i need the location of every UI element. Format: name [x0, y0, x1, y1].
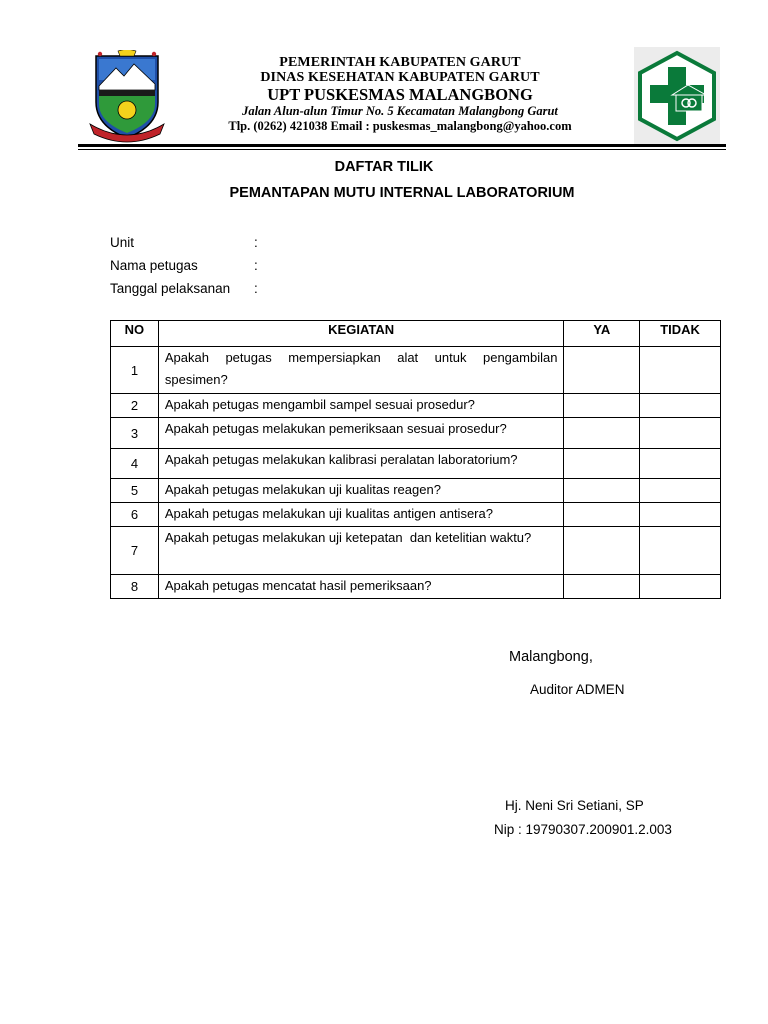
- checklist-table: [110, 320, 721, 599]
- table-row: [111, 394, 721, 418]
- tidak-cell[interactable]: [640, 394, 721, 418]
- document-subtitle: PEMANTAPAN MUTU INTERNAL LABORATORIUM: [229, 185, 575, 201]
- letterhead-rule-thick: [78, 144, 726, 147]
- row-number: 7: [111, 527, 159, 575]
- field-separator: :: [254, 235, 258, 250]
- tidak-cell[interactable]: [640, 527, 721, 575]
- letterhead-text: [170, 55, 630, 134]
- tidak-cell[interactable]: [640, 503, 721, 527]
- letterhead-government: PEMERINTAH KABUPATEN GARUT: [279, 55, 521, 70]
- signature-place: Malangbong,: [509, 649, 593, 665]
- letterhead-contact: Tlp. (0262) 421038 Email : puskesmas_malangbong@yahoo.com: [228, 119, 572, 133]
- ya-cell[interactable]: [564, 575, 640, 599]
- tidak-cell[interactable]: [640, 449, 721, 479]
- signature-name: Hj. Neni Sri Setiani, SP: [505, 798, 644, 813]
- ya-cell[interactable]: [564, 449, 640, 479]
- row-number: 4: [111, 449, 159, 479]
- document-title: DAFTAR TILIK: [334, 159, 434, 175]
- row-number: 6: [111, 503, 159, 527]
- header-kegiatan: KEGIATAN: [158, 321, 564, 347]
- row-number: 5: [111, 479, 159, 503]
- header-tidak: TIDAK: [640, 321, 721, 347]
- row-question: Apakah petugas melakukan uji kualitas reagen?: [158, 479, 564, 503]
- letterhead-department: DINAS KESEHATAN KABUPATEN GARUT: [260, 70, 540, 85]
- table-row: [111, 449, 721, 479]
- kabupaten-garut-emblem-icon: [88, 50, 166, 144]
- field-label: Nama petugas: [110, 258, 198, 273]
- signature-nip: Nip : 19790307.200901.2.003: [494, 822, 672, 837]
- table-row: [111, 347, 721, 394]
- tidak-cell[interactable]: [640, 347, 721, 394]
- table-row: [111, 575, 721, 599]
- row-number: 8: [111, 575, 159, 599]
- ya-cell[interactable]: [564, 394, 640, 418]
- letterhead-rule-thin: [78, 149, 726, 150]
- table-row: [111, 527, 721, 575]
- table-row: [111, 418, 721, 449]
- row-question: Apakah petugas melakukan uji ketepatan dan ketelitian waktu?: [158, 527, 564, 575]
- ya-cell[interactable]: [564, 479, 640, 503]
- table-header-row: [111, 321, 721, 347]
- row-number: 1: [111, 347, 159, 394]
- row-question: Apakah petugas melakukan uji kualitas antigen antisera?: [158, 503, 564, 527]
- row-number: 3: [111, 418, 159, 449]
- letterhead-institution: UPT PUSKESMAS MALANGBONG: [267, 85, 533, 104]
- row-question: Apakah petugas mencatat hasil pemeriksaan?: [158, 575, 564, 599]
- row-question: Apakah petugas melakukan kalibrasi peralatan laboratorium?: [158, 449, 564, 479]
- header-ya: YA: [564, 321, 640, 347]
- table-row: [111, 503, 721, 527]
- field-tanggal-pelaksanan: [110, 281, 258, 296]
- field-separator: :: [254, 258, 258, 273]
- letterhead-address: Jalan Alun-alun Timur No. 5 Kecamatan Malangbong Garut: [242, 104, 558, 118]
- field-label: Tanggal pelaksanan: [110, 281, 231, 296]
- ya-cell[interactable]: [564, 527, 640, 575]
- tidak-cell[interactable]: [640, 418, 721, 449]
- ya-cell[interactable]: [564, 503, 640, 527]
- row-question: Apakah petugas mengambil sampel sesuai prosedur?: [158, 394, 564, 418]
- header-no: NO: [111, 321, 159, 347]
- signature-role: Auditor ADMEN: [530, 682, 625, 697]
- tidak-cell[interactable]: [640, 479, 721, 503]
- field-label: Unit: [110, 235, 135, 250]
- field-nama-petugas: [110, 258, 258, 273]
- row-question: Apakah petugas melakukan pemeriksaan sesuai prosedur?: [158, 418, 564, 449]
- row-question: Apakah petugas mempersiapkan alat untuk pengambilan spesimen?: [158, 347, 564, 394]
- tidak-cell[interactable]: [640, 575, 721, 599]
- ya-cell[interactable]: [564, 418, 640, 449]
- puskesmas-logo-icon: [634, 47, 720, 145]
- row-number: 2: [111, 394, 159, 418]
- table-row: [111, 479, 721, 503]
- ya-cell[interactable]: [564, 347, 640, 394]
- field-separator: :: [254, 281, 258, 296]
- field-unit: [110, 235, 258, 250]
